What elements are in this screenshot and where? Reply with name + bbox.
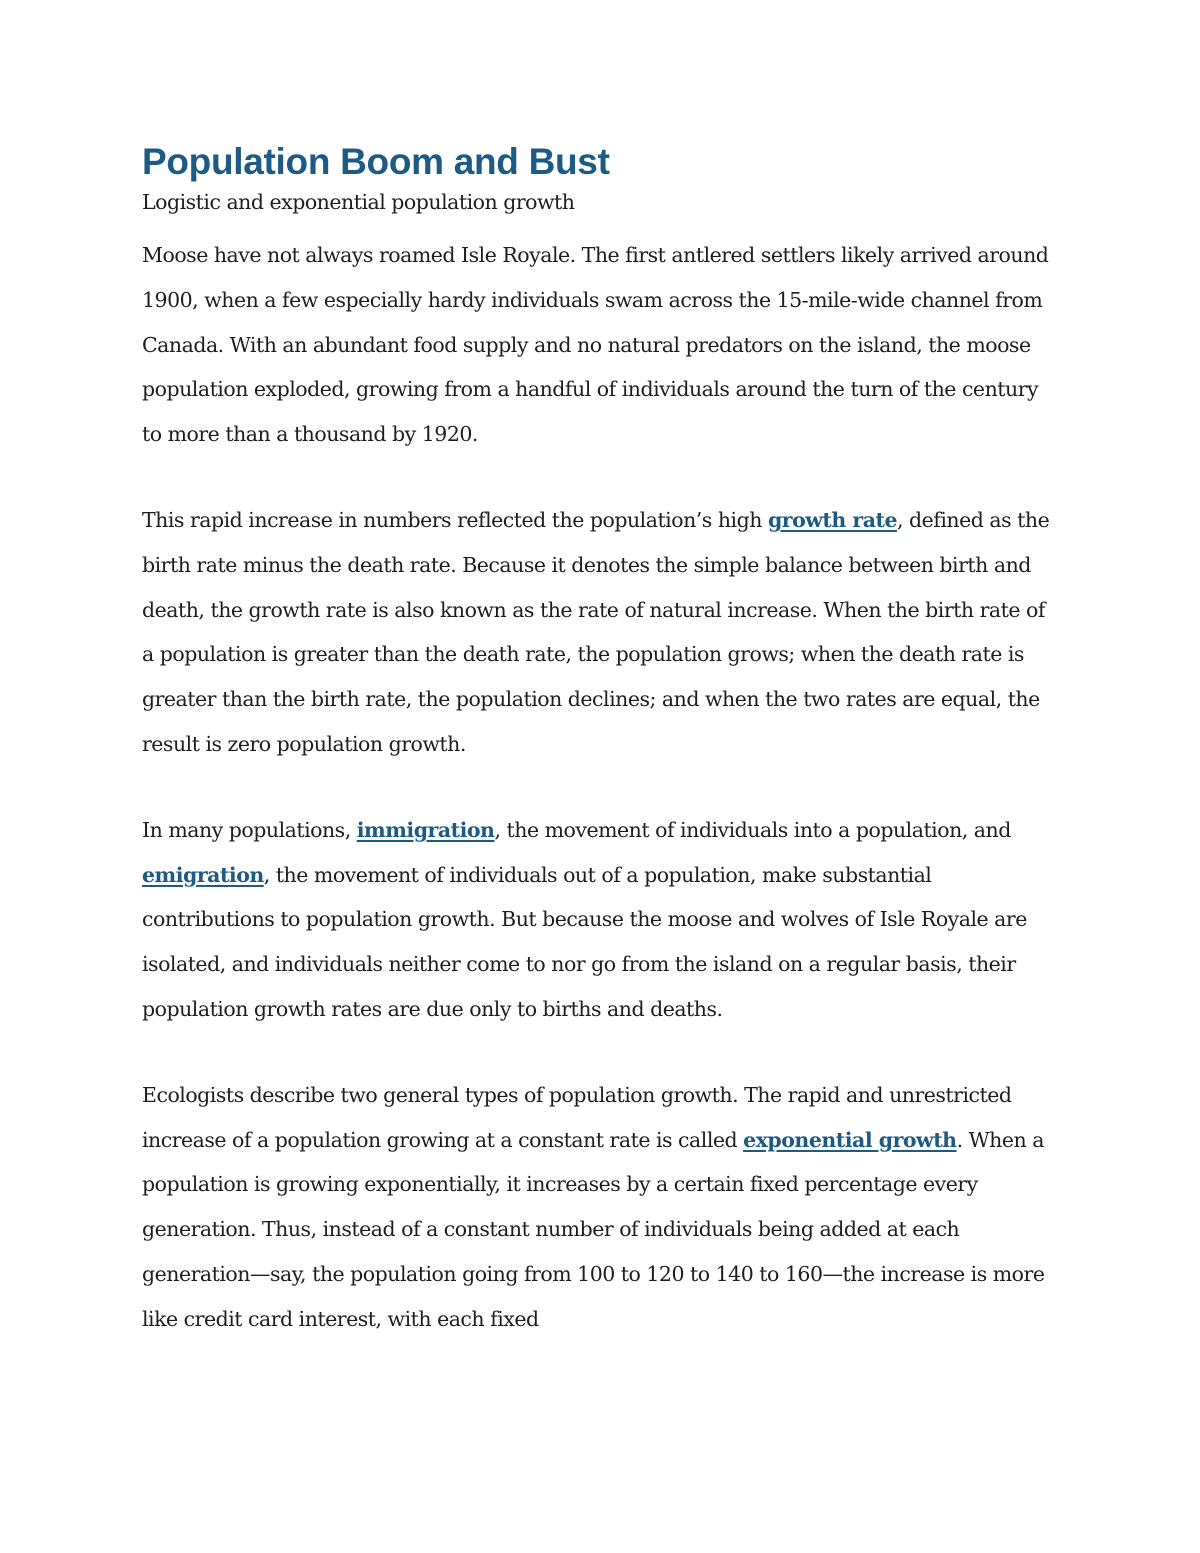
paragraph-text: . When a population is growing exponentially, it increases by a certain fixed percentage every generation. Thus, instead of a constant number of individuals being added at each generation—say, the population going from 100 to 120 to 140 to 160—the increase is more like credit card interest, with each fixed [142, 1127, 1045, 1331]
page-title: Population Boom and Bust [142, 141, 610, 182]
immigration-link[interactable]: immigration [356, 817, 495, 842]
paragraph-text: , the movement of individuals into a population, and [494, 817, 1011, 842]
paragraph-moose-arrival: Moose have not always roamed Isle Royale. The first antlered settlers likely arrived around 1900, when a few especially hardy individuals swam across the 15-mile-wide channel from Canada. With an abundant food supply and no natural predators on the island, the moose population exploded, growing from a handful of individuals around the turn of the century to more than a thousand by 1920. [142, 243, 1049, 447]
paragraph-growth-rate [142, 498, 1062, 767]
paragraph-text: This rapid increase in numbers reflected the population’s high [142, 507, 768, 532]
document-page [142, 138, 1062, 1342]
paragraph-text: , the movement of individuals out of a population, make substantial contributions to population growth. But because the moose and wolves of Isle Royale are isolated, and individuals neither come to nor go from the island on a regular basis, their population growth rates are due only to births and deaths. [142, 862, 1027, 1021]
growth-rate-link[interactable]: growth rate [767, 507, 897, 532]
emigration-link[interactable]: emigration [142, 862, 264, 887]
page-subtitle: Logistic and exponential population growth [142, 190, 575, 214]
paragraph-text: In many populations, [142, 817, 357, 842]
exponential-growth-link[interactable]: exponential growth [743, 1127, 957, 1152]
paragraph-text: , defined as the birth rate minus the death rate. Because it denotes the simple balance between birth and death, the growth rate is also known as the rate of natural increase. When the birth rate of a population is greater than the death rate, the population grows; when the death rate is greater than the birth rate, the population declines; and when the two rates are equal, the result is zero population growth. [142, 507, 1050, 756]
paragraph-migration [142, 808, 1062, 1032]
paragraph-text: Ecologists describe two general types of population growth. The rapid and unrestricted increase of a population growing at a constant rate is called [142, 1082, 1012, 1152]
paragraph-exponential-growth [142, 1073, 1062, 1342]
